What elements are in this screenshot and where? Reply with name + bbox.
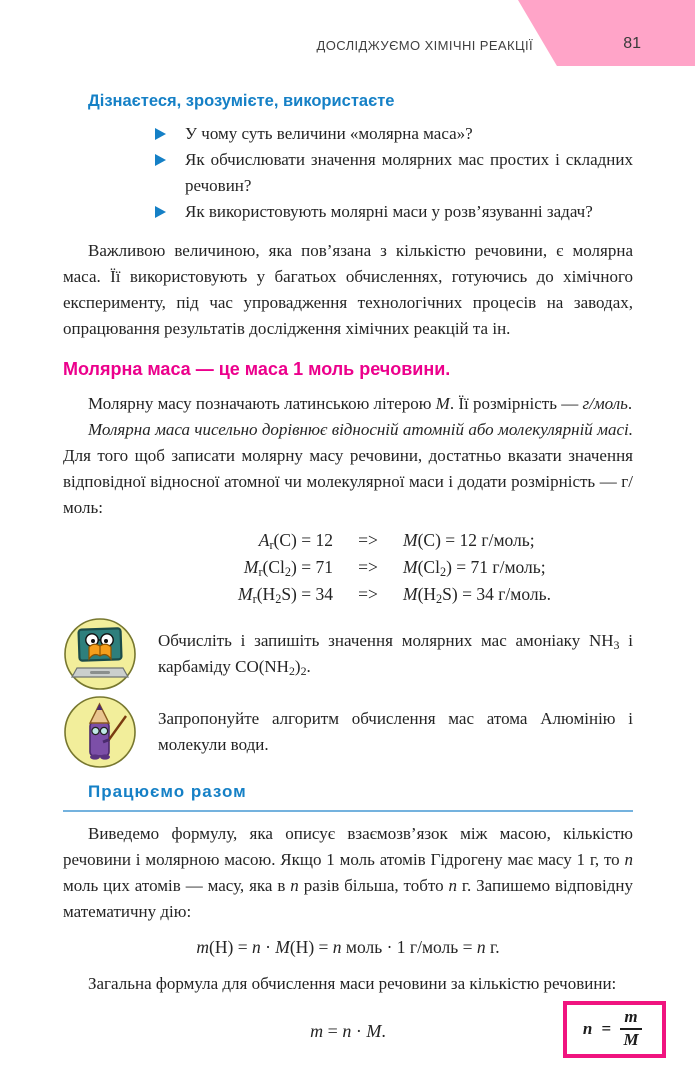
task-compute [63, 617, 633, 691]
together-heading: Працюємо разом [88, 782, 247, 801]
bullet-triangle-icon [155, 121, 185, 147]
example-right: $M(H_2S) = 34$ г/моль. [403, 584, 551, 606]
molar-rule-paragraph: Молярна маса чисельно дорівнює відносній атомній або молекулярній масі. Для того щоб записати молярну масу речовини, достатньо вказати значення відповідної відносної атомної чи молекулярної маси і додати розмірність — г/моль: [63, 420, 633, 517]
page-header [0, 0, 695, 66]
task-algorithm [63, 695, 633, 769]
fraction [620, 1008, 642, 1049]
objective-item [155, 199, 633, 225]
page-content [63, 92, 639, 1065]
pencil-character-icon [63, 695, 137, 769]
running-title: ДОСЛІДЖУЄМО ХІМІЧНІ РЕАКЦІЇ [316, 38, 533, 53]
final-formula-row [63, 999, 639, 1065]
definition-heading: Молярна маса — це маса 1 моль речовини. [63, 359, 451, 379]
fraction-numerator: m [624, 1007, 638, 1026]
bullet-triangle-icon [155, 147, 185, 199]
example-row [78, 554, 633, 581]
objective-item [155, 147, 633, 199]
objective-item [155, 121, 633, 147]
boxed-formula-equals: = [601, 1018, 611, 1038]
implies-arrow: => [358, 584, 378, 604]
example-right: $M(Cl_2) = 71$ г/моль; [403, 557, 546, 579]
section-divider [63, 810, 633, 812]
intro-paragraph: Важливою величиною, яка пов’язана з кількістю речовини, є молярна маса. Її використовують у багатьох обчисленнях, готуючись до хімічного експерименту, під час упровадження технологічних процесів на заводах, опрацювання результатів дослідження хімічних реакцій та ін. [63, 241, 633, 338]
example-row [78, 527, 633, 554]
example-left: $M_r(H_2S) = 34$ [238, 584, 333, 606]
fraction-bar [620, 1028, 642, 1030]
task-text: Обчисліть і запишіть значення молярних мас амоніаку $NH_3$ і карбаміду $CO(NH_2)_2$. [158, 631, 633, 678]
objectives-list [63, 121, 633, 225]
objective-item-text: У чому суть величини «молярна маса»? [185, 124, 473, 143]
section-header-working-together [63, 782, 633, 812]
molar-intro-paragraph: Молярну масу позначають латинською літерою M. Її розмірність — г/моль. [88, 394, 633, 413]
objective-item-text: Як обчислювати значення молярних мас простих і складних речовин? [185, 150, 633, 195]
mass-equation: m(H) = n · M(H) = n моль · 1 г/моль = n г. [196, 937, 500, 957]
work-paragraph: Виведемо формулу, яка описує взаємозв’язок між масою, кількістю речовини і молярною масою. Якщо 1 моль атомів Гідрогену має масу 1 г, то n моль цих атомів — масу, яка в n разів більша, тобто n г. Запишемо відповідну математичну дію: [63, 824, 633, 921]
boxed-formula [563, 1001, 666, 1058]
page-number: 81 [623, 35, 641, 52]
molar-mass-examples [78, 527, 633, 608]
objective-item-text: Як використовують молярні маси у розв’язуванні задач? [185, 202, 593, 221]
example-row [78, 581, 633, 608]
example-left: $A_r(C) = 12$ [258, 530, 333, 552]
page-corner-tab [518, 0, 695, 66]
example-left: $M_r(Cl_2) = 71$ [243, 557, 333, 579]
objectives-heading: Дізнаєтеся, зрозумієте, використаєте [88, 92, 395, 110]
fraction-denominator: M [623, 1029, 639, 1049]
general-formula: m = n · M. [310, 1021, 386, 1041]
boxed-formula-lhs: n [582, 1018, 593, 1038]
general-formula-paragraph: Загальна формула для обчислення маси речовини за кількістю речовини: [88, 974, 617, 993]
example-right: M(C) = 12 г/моль; [403, 530, 535, 550]
laptop-character-icon [63, 617, 137, 691]
implies-arrow: => [358, 530, 378, 550]
bullet-triangle-icon [155, 199, 185, 225]
task-text: Запропонуйте алгоритм обчислення мас атома Алюмінію і молекули води. [158, 709, 633, 754]
implies-arrow: => [358, 557, 378, 577]
